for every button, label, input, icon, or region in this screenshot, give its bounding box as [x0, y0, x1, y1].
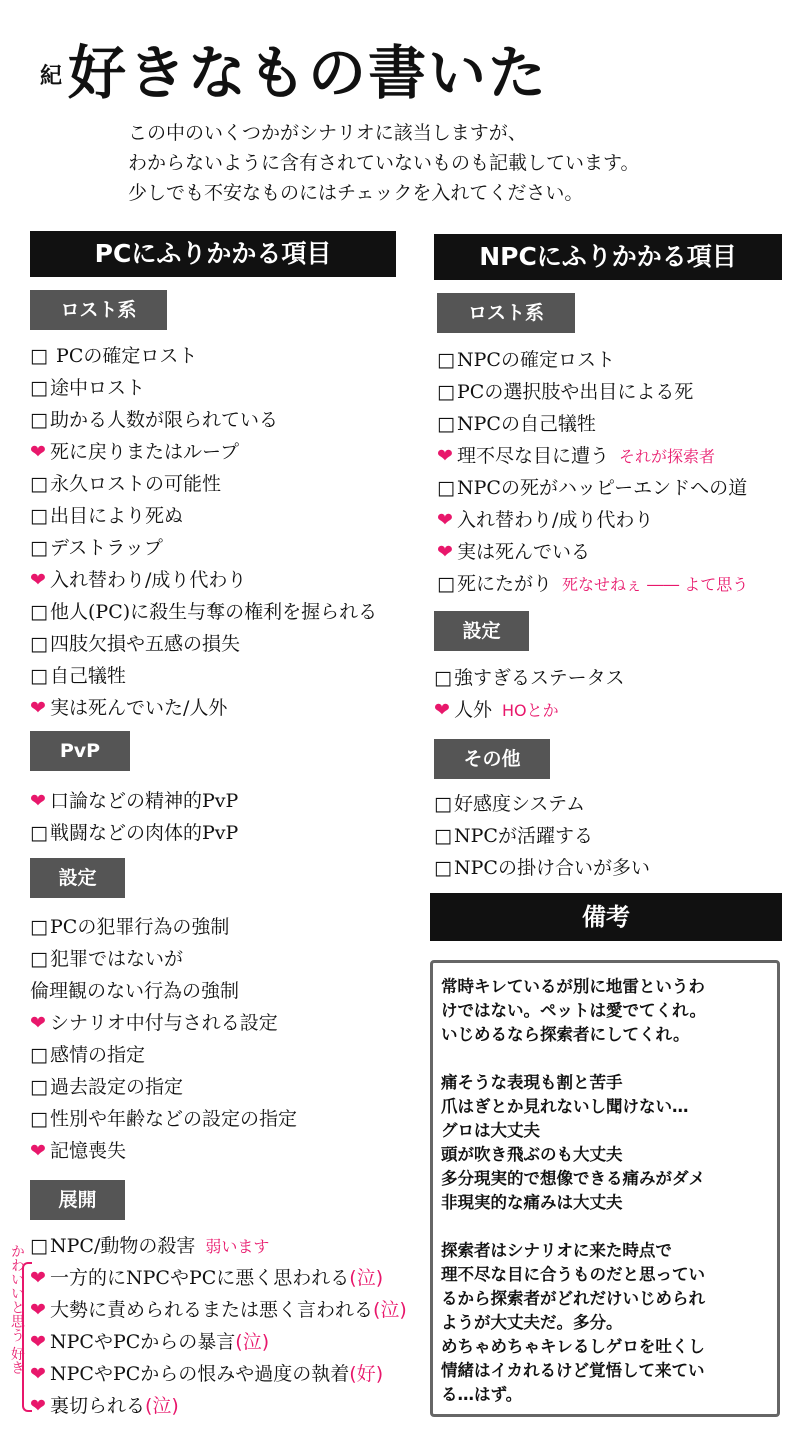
pc-settings-heading: 設定 [30, 858, 125, 898]
page-title [40, 28, 780, 118]
remarks-line [441, 1215, 769, 1239]
checkbox-icon[interactable]: □ [30, 1108, 48, 1130]
checklist-item [30, 404, 420, 436]
checkbox-icon[interactable]: □ [30, 916, 48, 938]
checkbox-icon[interactable]: □ [437, 573, 455, 595]
checklist-item-label: 途中ロスト [50, 377, 146, 399]
checklist-item-label: 口論などの精神的PvP [50, 790, 239, 812]
checklist-item-label: 永久ロストの可能性 [50, 473, 222, 495]
npc-other-heading: その他 [434, 739, 550, 779]
checklist-item-label: PCの確定ロスト [50, 345, 198, 367]
remarks-line: グロは大丈夫 [441, 1121, 540, 1140]
checklist-item [437, 344, 787, 376]
remarks-heading: 備考 [430, 893, 782, 941]
npc-settings-list [434, 662, 784, 726]
checklist-item [30, 436, 420, 468]
remarks-line: めちゃめちゃキレるしゲロを吐くし [441, 1337, 705, 1356]
heart-check-icon[interactable]: ❤ [437, 509, 453, 531]
checklist-item-label: 死にたがり [457, 573, 553, 595]
checklist-item-label: 一方的にNPCやPCに悪く思われる [50, 1267, 350, 1289]
checkbox-icon[interactable]: □ [434, 793, 452, 815]
checklist-item-label: NPCの自己犠牲 [457, 413, 596, 435]
checkbox-icon[interactable]: □ [437, 413, 455, 435]
remarks-line: 情緒はイカれるけど覚悟して来てい [441, 1361, 705, 1380]
checklist-item [30, 628, 420, 660]
checklist-item-label: 性別や年齢などの設定の指定 [50, 1108, 298, 1130]
checklist-item [30, 340, 420, 372]
pc-development-heading: 展開 [30, 1180, 125, 1220]
checklist-item [30, 500, 420, 532]
checklist-item [30, 1135, 420, 1167]
remarks-line: いじめるなら探索者にしてくれ。 [441, 1025, 690, 1044]
handwritten-note: (好) [349, 1363, 384, 1385]
side-note: かわいいと思う 好き [9, 1244, 25, 1375]
checkbox-icon[interactable]: □ [437, 477, 455, 499]
heart-check-icon[interactable]: ❤ [30, 697, 46, 719]
intro-line: 少しでも不安なものにはチェックを入れてください。 [128, 182, 584, 204]
checklist-item-label: 自己犠牲 [50, 665, 127, 687]
checkbox-icon[interactable]: □ [30, 537, 48, 559]
title-main: 好きなもの書いた [68, 39, 549, 107]
checkbox-icon[interactable]: □ [437, 349, 455, 371]
checklist-item-label: 大勢に責められるまたは悪く言われる [50, 1299, 374, 1321]
checkbox-icon[interactable]: □ [30, 948, 48, 970]
npc-lost-heading: ロスト系 [437, 293, 575, 333]
heart-check-icon[interactable]: ❤ [30, 1012, 46, 1034]
npc-column-heading: NPCにふりかかる項目 [434, 234, 782, 280]
heart-check-icon[interactable]: ❤ [30, 1267, 46, 1289]
checkbox-icon[interactable]: □ [437, 381, 455, 403]
checkbox-icon[interactable]: □ [30, 473, 48, 495]
checklist-item [30, 817, 420, 849]
checklist-item-label: NPCが活躍する [454, 825, 593, 847]
checklist-item-label: 戦闘などの肉体的PvP [50, 822, 239, 844]
checkbox-icon[interactable]: □ [30, 1235, 48, 1257]
checklist-item-label: 入れ替わり/成り代わり [457, 509, 654, 531]
remarks-line: 痛そうな表現も割と苦手 [441, 1073, 623, 1092]
checklist-item-label: 記憶喪失 [50, 1140, 127, 1162]
handwritten-note: 弱います [205, 1237, 270, 1256]
checklist-item [30, 1262, 425, 1294]
heart-check-icon[interactable]: ❤ [437, 445, 453, 467]
checklist-item-label: 裏切られる [50, 1395, 146, 1417]
checklist-item-label: NPCの掛け合いが多い [454, 857, 650, 879]
handwritten-note: 死なせねぇ ―― よて思う [562, 575, 749, 594]
checklist-item [30, 911, 420, 943]
pc-pvp-heading: PvP [30, 731, 130, 771]
checklist-item [30, 532, 420, 564]
checklist-item [434, 820, 784, 852]
checklist-item-label: 実は死んでいた/人外 [50, 697, 228, 719]
checkbox-icon[interactable]: □ [30, 601, 48, 623]
remarks-line: 探索者はシナリオに来た時点で [441, 1241, 672, 1260]
checklist-item-label: 入れ替わり/成り代わり [50, 569, 247, 591]
checkbox-icon[interactable]: □ [30, 345, 48, 367]
remarks-line: るから探索者がどれだけいじめられ [441, 1289, 705, 1308]
checklist-item [30, 1230, 425, 1262]
checklist-item-label: 過去設定の指定 [50, 1076, 184, 1098]
checklist-item [30, 1071, 420, 1103]
checklist-item [30, 660, 420, 692]
checkbox-icon[interactable]: □ [434, 667, 452, 689]
checklist-item [437, 568, 787, 600]
handwritten-note: HOとか [502, 701, 559, 720]
checklist-item [437, 408, 787, 440]
npc-lost-list [437, 344, 787, 600]
pc-pvp-list [30, 785, 420, 849]
checklist-item [434, 852, 784, 884]
handwritten-note: (泣) [145, 1395, 179, 1417]
checkbox-icon[interactable]: □ [30, 822, 48, 844]
checkbox-icon[interactable]: □ [30, 505, 48, 527]
checkbox-icon[interactable]: □ [434, 825, 452, 847]
checklist-item-label: 実は死んでいる [457, 541, 591, 563]
remarks-box [430, 960, 780, 1417]
remarks-line: 理不尽な目に合うものだと思ってい [441, 1265, 705, 1284]
checklist-item-label: 理不尽な目に遭う [457, 445, 610, 467]
pc-settings-list [30, 911, 420, 1167]
pc-lost-list [30, 340, 420, 724]
checklist-item [30, 468, 420, 500]
checkbox-icon[interactable]: □ [30, 1076, 48, 1098]
npc-settings-heading: 設定 [434, 611, 529, 651]
checklist-item [30, 1039, 420, 1071]
remarks-line: 多分現実的で想像できる痛みがダメ [441, 1169, 705, 1188]
checklist-item [30, 1103, 420, 1135]
checklist-item-label: 人外 [454, 699, 493, 721]
checklist-item [434, 662, 784, 694]
checkbox-icon[interactable]: □ [30, 377, 48, 399]
checklist-item-label: 倫理観のない行為の強制 [30, 980, 240, 1002]
title-prefix: 紀 [40, 63, 65, 89]
checklist-item-label: 死に戻りまたはループ [50, 441, 240, 463]
checkbox-icon[interactable]: □ [30, 409, 48, 431]
remarks-line: 頭が吹き飛ぶのも大丈夫 [441, 1145, 623, 1164]
intro-text [128, 118, 768, 208]
checklist-item-label: NPCの死がハッピーエンドへの道 [457, 477, 748, 499]
checklist-item [30, 692, 420, 724]
checklist-item [30, 372, 420, 404]
checkbox-icon[interactable]: □ [434, 857, 452, 879]
checklist-item [437, 376, 787, 408]
heart-check-icon[interactable]: ❤ [437, 541, 453, 563]
checklist-item [437, 536, 787, 568]
checklist-item-label: 出目により死ぬ [50, 505, 184, 527]
checklist-item [437, 440, 787, 472]
heart-check-icon[interactable]: ❤ [30, 790, 46, 812]
checklist-item [30, 1390, 425, 1422]
checklist-item-label: NPCやPCからの恨みや過度の執着 [50, 1363, 350, 1385]
remarks-line: ようが大丈夫だ。多分。 [441, 1313, 623, 1332]
checklist-item-label: PCの選択肢や出目による死 [457, 381, 694, 403]
pc-column-heading: PCにふりかかる項目 [30, 231, 396, 277]
checklist-item [434, 788, 784, 820]
heart-check-icon[interactable]: ❤ [30, 441, 46, 463]
checklist-item-label: NPC/動物の殺害 [50, 1235, 196, 1257]
checklist-item [30, 564, 420, 596]
checklist-item-label: 他人(PC)に殺生与奪の権利を握られる [50, 601, 378, 623]
checklist-item [30, 975, 420, 1007]
intro-line: わからないように含有されていないものも記載しています。 [128, 152, 640, 174]
checklist-item-label: PCの犯罪行為の強制 [50, 916, 230, 938]
npc-other-list [434, 788, 784, 884]
remarks-line: けではない。ペットは愛でてくれ。 [441, 1001, 706, 1020]
heart-check-icon[interactable]: ❤ [434, 699, 450, 721]
remarks-line: る…はず。 [441, 1385, 523, 1404]
handwritten-note: (泣) [235, 1331, 270, 1353]
checklist-item [30, 943, 420, 975]
pc-lost-heading: ロスト系 [30, 290, 167, 330]
heart-check-icon[interactable]: ❤ [30, 1331, 46, 1353]
handwritten-note: それが探索者 [619, 447, 716, 466]
checklist-item [437, 504, 787, 536]
checklist-item-label: NPCの確定ロスト [457, 349, 615, 371]
checkbox-icon[interactable]: □ [30, 633, 48, 655]
heart-check-icon[interactable]: ❤ [30, 1140, 46, 1162]
side-bracket [22, 1262, 32, 1412]
checklist-item-label: 好感度システム [454, 793, 586, 815]
checklist-item [30, 1358, 425, 1390]
checklist-item-label: シナリオ中付与される設定 [50, 1012, 278, 1034]
pc-development-list [30, 1230, 425, 1422]
intro-line: この中のいくつかがシナリオに該当しますが、 [128, 122, 527, 144]
heart-check-icon[interactable]: ❤ [30, 569, 46, 591]
checklist-item-label: 感情の指定 [50, 1044, 146, 1066]
heart-check-icon[interactable]: ❤ [30, 1299, 46, 1321]
checklist-item-label: デストラップ [50, 537, 163, 559]
heart-check-icon[interactable]: ❤ [30, 1395, 46, 1417]
checklist-item-label: 犯罪ではないが [50, 948, 184, 970]
checklist-item [437, 472, 787, 504]
checklist-item-label: NPCやPCからの暴言 [50, 1331, 236, 1353]
checklist-item [30, 785, 420, 817]
checklist-item [30, 1007, 420, 1039]
checkbox-icon[interactable]: □ [30, 665, 48, 687]
handwritten-note: (泣) [349, 1267, 384, 1289]
remarks-line [441, 1047, 769, 1071]
remarks-line: 爪はぎとか見れないし聞けない… [441, 1097, 689, 1116]
remarks-line: 常時キレているが別に地雷というわ [441, 977, 705, 996]
checklist-item [30, 596, 420, 628]
checklist-item-label: 助かる人数が限られている [50, 409, 279, 431]
checklist-item [30, 1326, 425, 1358]
checklist-item-label: 四肢欠損や五感の損失 [50, 633, 241, 655]
checklist-item [434, 694, 784, 726]
handwritten-note: (泣) [373, 1299, 407, 1321]
checklist-item-label: 強すぎるステータス [454, 667, 625, 689]
checklist-item [30, 1294, 425, 1326]
remarks-line: 非現実的な痛みは大丈夫 [441, 1193, 623, 1212]
checkbox-icon[interactable]: □ [30, 1044, 48, 1066]
heart-check-icon[interactable]: ❤ [30, 1363, 46, 1385]
